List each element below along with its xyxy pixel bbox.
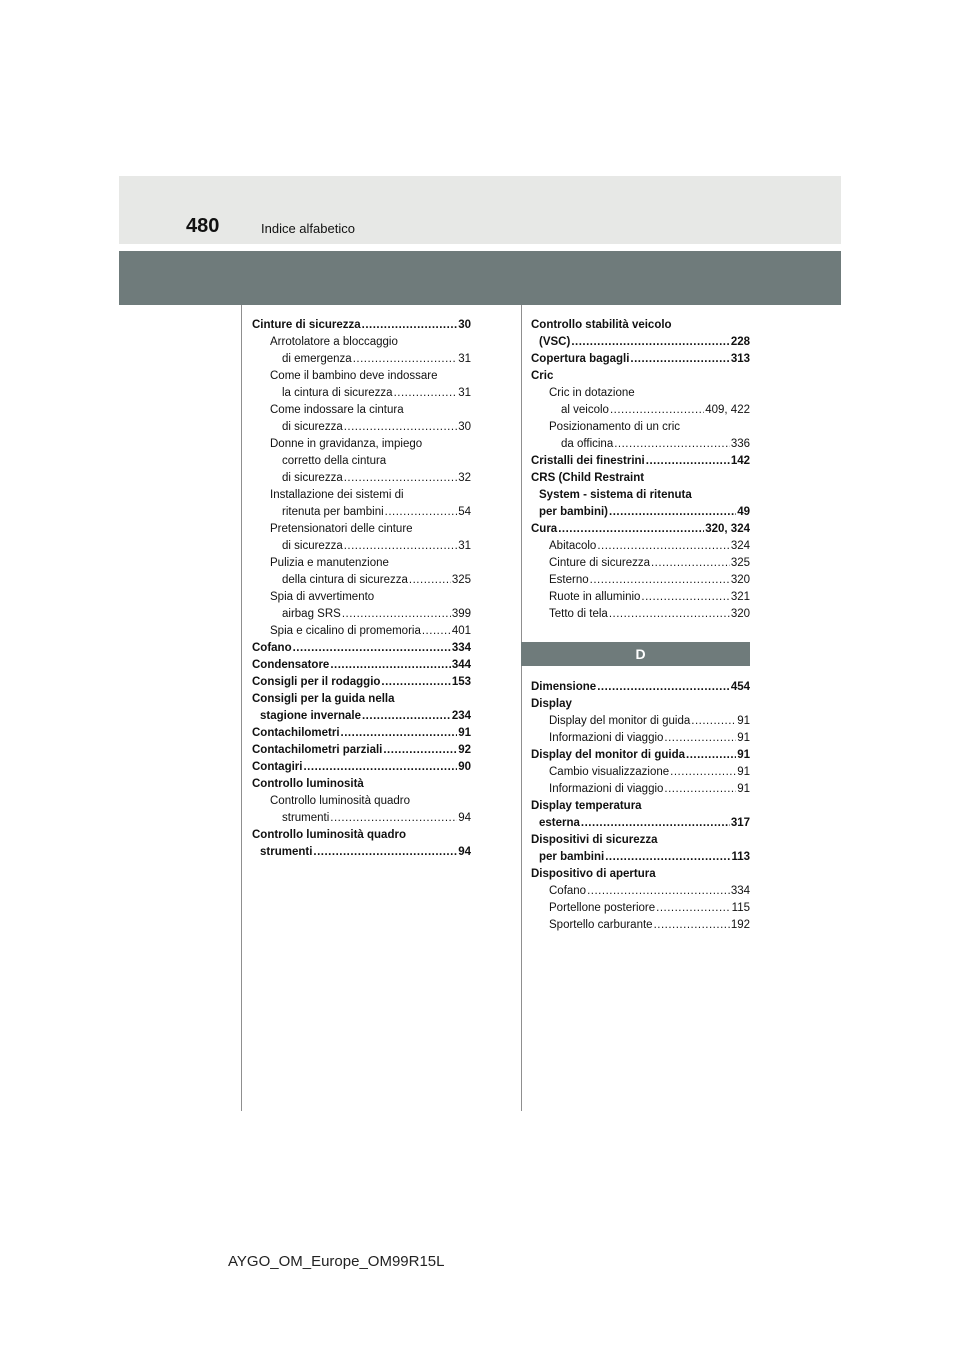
index-subentry: Ruote in alluminio ..... 321 <box>531 589 750 606</box>
index-column-left <box>252 317 471 861</box>
page-number: 480 <box>186 215 220 237</box>
index-subentry: Come il bambino deve indossare <box>270 370 438 382</box>
header-band <box>119 176 841 244</box>
index-subentry: Cofano ..... 334 <box>531 883 750 900</box>
index-entry: Cinture di sicurezza ..... 30 <box>252 317 471 334</box>
index-subentry: al veicolo ..... 409, 422 <box>531 402 750 419</box>
index-subentry: la cintura di sicurezza ..... 31 <box>252 385 471 402</box>
index-entry-continued: per bambini ..... 113 <box>531 849 750 866</box>
index-entry-continued: System - sistema di ritenuta <box>539 489 692 501</box>
index-entry-continued: strumenti ..... 94 <box>252 844 471 861</box>
index-entry: Contagiri ..... 90 <box>252 759 471 776</box>
index-entry: Consigli per il rodaggio ..... 153 <box>252 674 471 691</box>
index-entry: Controllo stabilità veicolo <box>531 319 672 331</box>
index-subentry: strumenti ..... 94 <box>252 810 471 827</box>
index-subentry: Informazioni di viaggio ..... 91 <box>531 730 750 747</box>
index-subentry: da officina ..... 336 <box>531 436 750 453</box>
index-subentry: Controllo luminosità quadro <box>270 795 410 807</box>
index-entry: Condensatore ..... 344 <box>252 657 471 674</box>
index-subentry: di sicurezza ..... 32 <box>252 470 471 487</box>
index-subentry: Installazione dei sistemi di <box>270 489 404 501</box>
index-entry: Cofano ..... 334 <box>252 640 471 657</box>
index-entry-continued: stagione invernale ..... 234 <box>252 708 471 725</box>
index-subentry: Abitacolo ..... 324 <box>531 538 750 555</box>
section-title: Indice alfabetico <box>261 221 355 236</box>
index-subentry: di emergenza ..... 31 <box>252 351 471 368</box>
index-entry: Cura ..... 320, 324 <box>531 521 750 538</box>
index-subentry: Arrotolatore a bloccaggio <box>270 336 398 348</box>
header-dark-band <box>119 251 841 305</box>
index-subentry: Informazioni di viaggio ..... 91 <box>531 781 750 798</box>
index-subentry: corretto della cintura <box>282 455 387 467</box>
index-entry-continued: per bambini) ..... 49 <box>531 504 750 521</box>
letter-section-header: D <box>521 642 750 666</box>
index-subentry: Sportello carburante ..... 192 <box>531 917 750 934</box>
index-entry: Cristalli dei finestrini ..... 142 <box>531 453 750 470</box>
index-subentry: Pulizia e manutenzione <box>270 557 389 569</box>
column-rule-right <box>521 305 522 1111</box>
index-subentry: ritenuta per bambini ..... 54 <box>252 504 471 521</box>
index-entry: Contachilometri ..... 91 <box>252 725 471 742</box>
index-subentry: della cintura di sicurezza ..... 325 <box>252 572 471 589</box>
index-subentry: Spia di avvertimento <box>270 591 375 603</box>
index-column-right <box>531 317 750 934</box>
index-subentry: Donne in gravidanza, impiego <box>270 438 423 450</box>
index-entry: Display temperatura <box>531 800 642 812</box>
index-subentry: Tetto di tela ..... 320 <box>531 606 750 623</box>
index-entry: Cric <box>531 370 554 382</box>
index-entry: Dispositivi di sicurezza <box>531 834 658 846</box>
column-rule-left <box>241 305 242 1111</box>
index-subentry: di sicurezza ..... 30 <box>252 419 471 436</box>
index-entry: Contachilometri parziali ..... 92 <box>252 742 471 759</box>
document-code-footer: AYGO_OM_Europe_OM99R15L <box>228 1253 445 1270</box>
index-subentry: Spia e cicalino di promemoria ..... 401 <box>252 623 471 640</box>
index-subentry: Portellone posteriore ..... 115 <box>531 900 750 917</box>
index-subentry: Esterno ..... 320 <box>531 572 750 589</box>
index-subentry: Cambio visualizzazione ..... 91 <box>531 764 750 781</box>
index-subentry: Cric in dotazione <box>549 387 635 399</box>
index-entry: Dispositivo di apertura <box>531 868 656 880</box>
index-entry: Consigli per la guida nella <box>252 693 395 705</box>
index-subentry: Display del monitor di guida ..... 91 <box>531 713 750 730</box>
index-entry-continued: (VSC) ..... 228 <box>531 334 750 351</box>
index-entry: Controllo luminosità <box>252 778 364 790</box>
index-entry: Display <box>531 698 572 710</box>
index-entry: Display del monitor di guida ..... 91 <box>531 747 750 764</box>
index-subentry: Posizionamento di un cric <box>549 421 681 433</box>
index-subentry: airbag SRS ..... 399 <box>252 606 471 623</box>
index-entry: Dimensione ..... 454 <box>531 679 750 696</box>
index-entry: Controllo luminosità quadro <box>252 829 406 841</box>
index-entry-continued: esterna ..... 317 <box>531 815 750 832</box>
index-entry: Copertura bagagli ..... 313 <box>531 351 750 368</box>
index-entry: CRS (Child Restraint <box>531 472 645 484</box>
index-subentry: Come indossare la cintura <box>270 404 404 416</box>
index-subentry: Pretensionatori delle cinture <box>270 523 413 535</box>
index-subentry: di sicurezza ..... 31 <box>252 538 471 555</box>
index-subentry: Cinture di sicurezza ..... 325 <box>531 555 750 572</box>
